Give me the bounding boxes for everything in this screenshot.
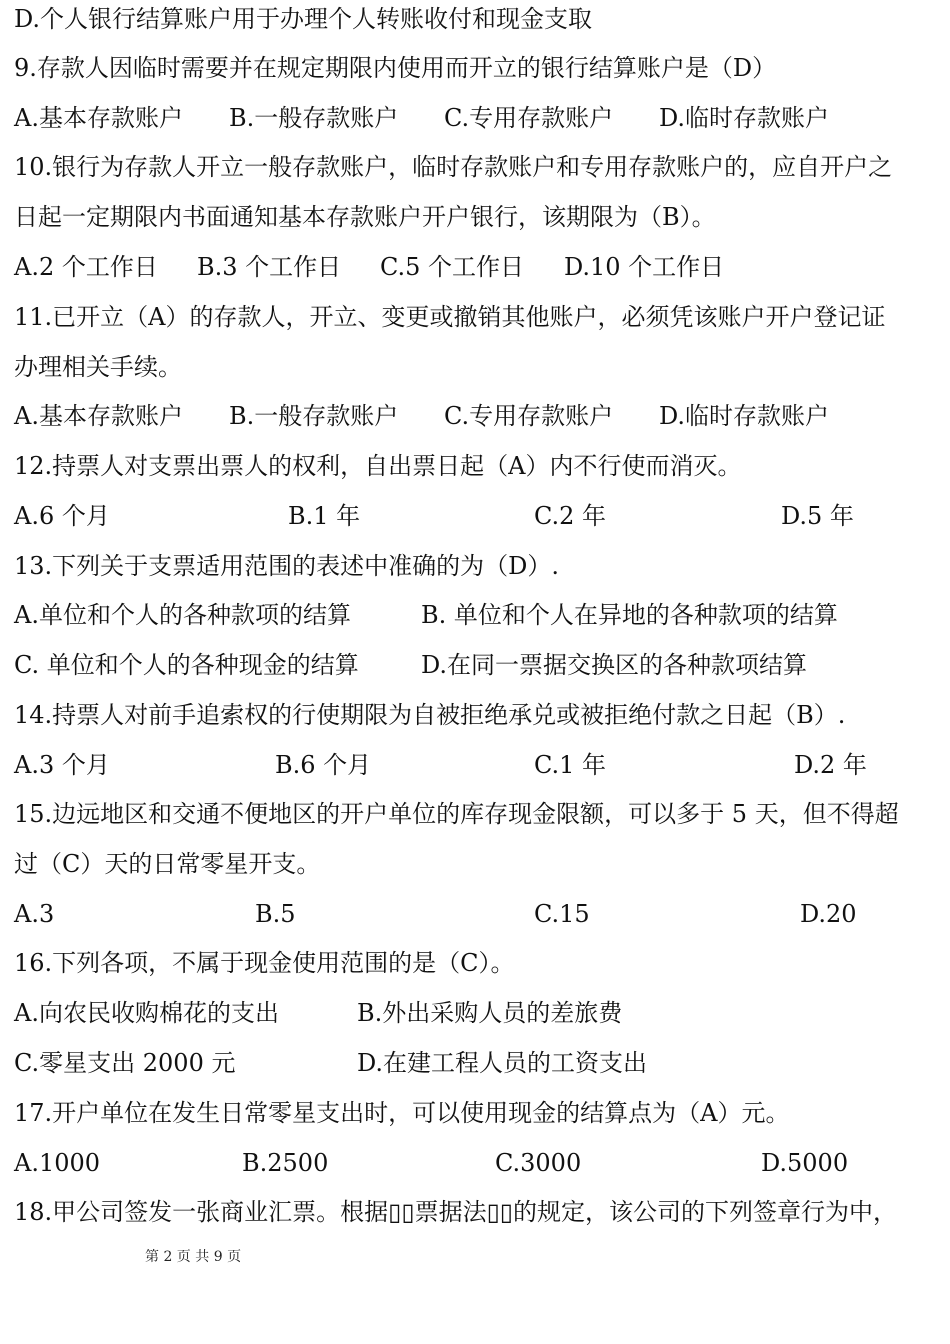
option-d: D.5 年 — [781, 502, 854, 530]
question-17: 17.开户单位在发生日常零星支出时，可以使用现金的结算点为（A）元。 — [14, 1099, 790, 1127]
option-a: A.基本存款账户 — [14, 104, 183, 132]
option-a: A.单位和个人的各种款项的结算 — [14, 601, 351, 629]
option-c: C.零星支出 2000 元 — [14, 1049, 236, 1077]
option-b: B.外出采购人员的差旅费 — [357, 999, 623, 1027]
question-10-cont: 日起一定期限内书面通知基本存款账户开户银行，该期限为（B）。 — [14, 203, 716, 231]
option-a: A.2 个工作日 — [14, 253, 158, 281]
option-c: C.专用存款账户 — [444, 104, 614, 132]
option-b: B.5 — [255, 900, 296, 928]
option-b: B.一般存款账户 — [229, 104, 399, 132]
option-c: C. 单位和个人的各种现金的结算 — [14, 651, 359, 679]
option-d: D.5000 — [761, 1149, 849, 1177]
page-footer: 第 2 页 共 9 页 — [145, 1249, 242, 1265]
question-14: 14.持票人对前手追索权的行使期限为自被拒绝承兑或被拒绝付款之日起（B）. — [14, 701, 846, 729]
option-b: B.一般存款账户 — [229, 402, 399, 430]
question-11: 11.已开立（A）的存款人，开立、变更或撤销其他账户，必须凭该账户开户登记证 — [14, 303, 886, 331]
option-a: A.向农民收购棉花的支出 — [14, 999, 279, 1027]
option-d: D.临时存款账户 — [659, 402, 830, 430]
options-q16-row1 — [14, 998, 938, 1028]
question-11-cont: 办理相关手续。 — [14, 353, 182, 381]
option-b: B. 单位和个人在异地的各种款项的结算 — [421, 601, 838, 629]
option-a: A.1000 — [14, 1149, 101, 1177]
text-line: D.个人银行结算账户用于办理个人转账收付和现金支取 — [14, 5, 593, 33]
question-13: 13.下列关于支票适用范围的表述中准确的为（D）. — [14, 552, 560, 580]
option-d: D.在建工程人员的工资支出 — [357, 1049, 648, 1077]
option-c: C.5 个工作日 — [380, 253, 525, 281]
options-q16-row2 — [14, 1048, 938, 1078]
options-q13-row1 — [14, 600, 938, 630]
option-a: A.3 — [14, 900, 55, 928]
question-15-cont: 过（C）天的日常零星开支。 — [14, 850, 321, 878]
option-b: B.6 个月 — [275, 751, 372, 779]
option-a: A.3 个月 — [14, 751, 110, 779]
option-d: D.在同一票据交换区的各种款项结算 — [421, 651, 808, 679]
option-b: B.3 个工作日 — [197, 253, 342, 281]
option-c: C.1 年 — [534, 751, 607, 779]
options-q15 — [14, 899, 938, 929]
option-c: C.15 — [534, 900, 590, 928]
question-10: 10.银行为存款人开立一般存款账户，临时存款账户和专用存款账户的，应自开户之 — [14, 153, 893, 181]
question-18: 18.甲公司签发一张商业汇票。根据▯▯票据法▯▯的规定，该公司的下列签章行为中， — [14, 1198, 897, 1226]
option-b: B.2500 — [242, 1149, 329, 1177]
question-15: 15.边远地区和交通不便地区的开户单位的库存现金限额，可以多于 5 天，但不得超 — [14, 800, 899, 828]
question-9: 9.存款人因临时需要并在规定期限内使用而开立的银行结算账户是（D） — [14, 54, 777, 82]
options-q17 — [14, 1148, 938, 1178]
option-a: A.6 个月 — [14, 502, 110, 530]
options-q12 — [14, 501, 938, 531]
options-q10 — [14, 252, 938, 282]
options-q14 — [14, 750, 938, 780]
option-d: D.20 — [800, 900, 857, 928]
option-d: D.临时存款账户 — [659, 104, 830, 132]
option-a: A.基本存款账户 — [14, 402, 183, 430]
option-c: C.专用存款账户 — [444, 402, 614, 430]
option-b: B.1 年 — [288, 502, 361, 530]
options-q9 — [14, 103, 938, 133]
option-c: C.3000 — [495, 1149, 582, 1177]
options-q13-row2 — [14, 650, 938, 680]
option-c: C.2 年 — [534, 502, 607, 530]
option-d: D.2 年 — [794, 751, 867, 779]
question-16: 16.下列各项，不属于现金使用范围的是（C）。 — [14, 949, 515, 977]
question-12: 12.持票人对支票出票人的权利，自出票日起（A）内不行使而消灭。 — [14, 452, 742, 480]
options-q11 — [14, 401, 938, 431]
option-d: D.10 个工作日 — [564, 253, 725, 281]
